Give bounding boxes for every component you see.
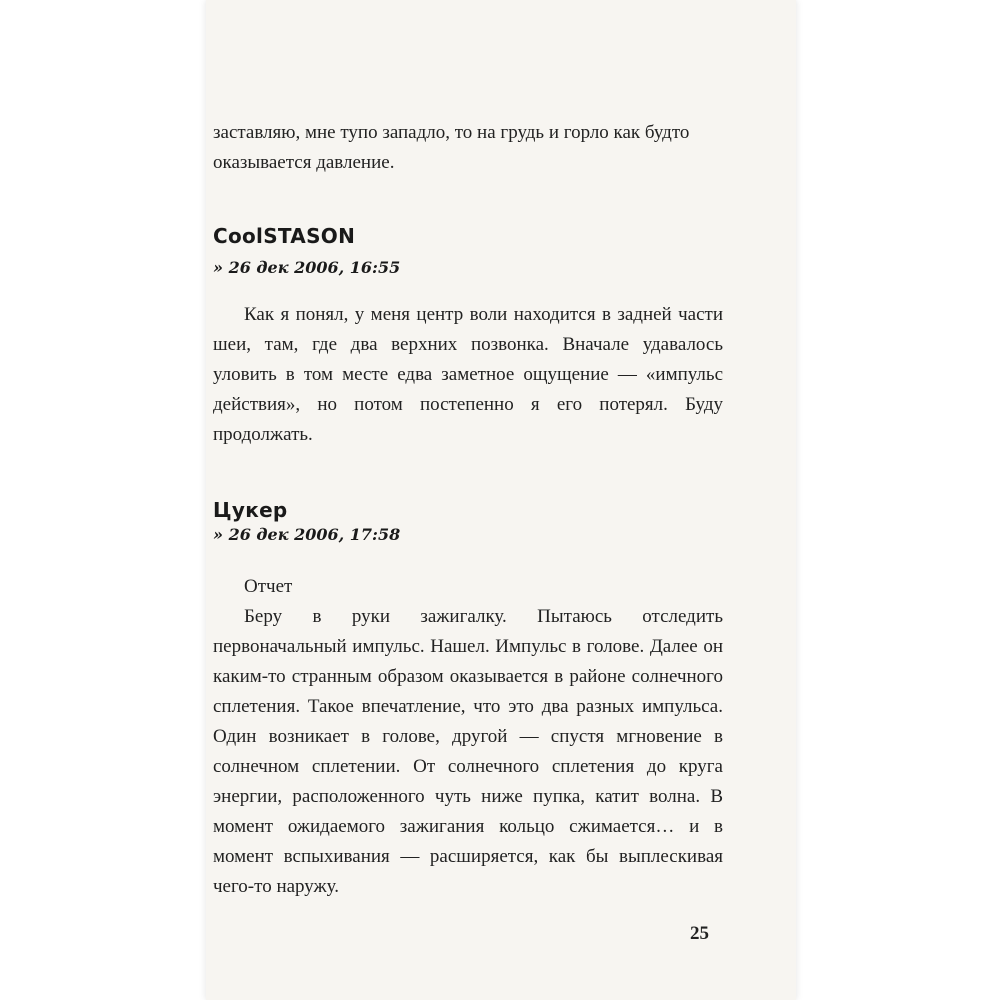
post-date: » 26 дек 2006, 16:55	[213, 258, 401, 277]
post-paragraph: Отчет	[244, 576, 293, 597]
post-author: Цукер	[213, 498, 288, 522]
post-paragraph: Как я понял, у меня центр воли находится в задней части шеи, там, где два верхних позвонка. Вначале удавалось уловить в том месте едва заметное ощущение — «импульс действия», но потом постепенно я его потерял. Буду продолжать.	[213, 304, 723, 445]
continuation-text	[213, 118, 723, 178]
continuation-line-2: оказывается давление.	[213, 152, 395, 173]
post-author: CoolSTASON	[213, 224, 356, 248]
post-body	[213, 300, 723, 450]
post-date: » 26 дек 2006, 17:58	[213, 525, 401, 544]
page-number: 25	[690, 923, 709, 944]
continuation-line-1: заставляю, мне тупо западло, то на грудь и горло как будто	[213, 122, 690, 143]
post-body	[213, 572, 723, 902]
post-paragraph: Беру в руки зажигалку. Пытаюсь отследить первоначальный импульс. Нашел. Импульс в голове. Далее он каким-то странным образом оказывается в районе солнечного сплетения. Такое впечатление, что это два разных импульса. Один возникает в голове, другой — спустя мгновение в солнечном сплетении. От солнечного сплетения до круга энергии, расположенного чуть ниже пупка, катит волна. В момент ожидаемого зажигания кольцо сжимается… и в момент вспыхивания — расширяется, как бы выплескивая чего-то наружу.	[213, 606, 723, 897]
